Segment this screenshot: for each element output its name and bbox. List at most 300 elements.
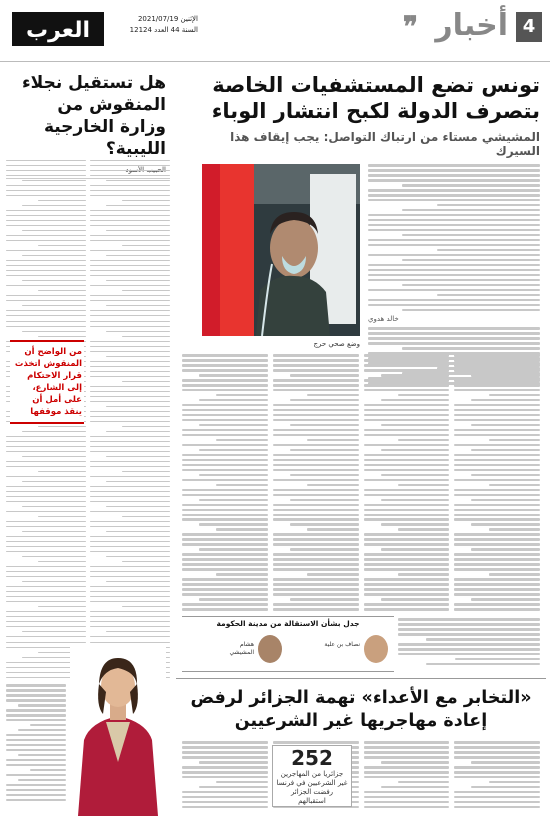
text-line — [90, 521, 170, 522]
text-line — [90, 541, 170, 542]
text-line — [6, 591, 86, 592]
text-line — [426, 638, 540, 641]
text-line — [182, 563, 268, 566]
text-line — [6, 689, 66, 692]
text-line — [364, 404, 450, 407]
text-line — [454, 776, 540, 779]
text-line — [454, 429, 540, 432]
sidebar-column — [90, 160, 170, 680]
text-line — [273, 469, 359, 472]
text-line — [273, 558, 359, 561]
text-line — [381, 474, 450, 477]
stat-number: 252 — [291, 746, 333, 770]
text-line — [437, 294, 540, 297]
text-line — [381, 449, 450, 452]
text-line — [182, 771, 268, 774]
text-line — [273, 419, 359, 422]
text-line — [6, 300, 86, 301]
text-line — [182, 369, 268, 372]
text-line — [368, 337, 540, 340]
text-line — [6, 642, 86, 643]
text-line — [182, 756, 268, 759]
text-line — [216, 439, 267, 442]
text-line — [38, 200, 86, 201]
text-line — [437, 249, 540, 252]
text-line — [6, 235, 86, 236]
text-line — [22, 230, 86, 231]
newspaper-logo: العرب — [12, 12, 104, 46]
text-line — [471, 449, 540, 452]
text-line — [22, 581, 86, 582]
text-line — [182, 791, 268, 794]
info-person-2 — [214, 631, 284, 669]
text-line — [90, 321, 170, 322]
text-line — [6, 616, 86, 617]
text-line — [402, 259, 540, 262]
text-line — [90, 591, 170, 592]
text-line — [90, 416, 170, 417]
text-line — [182, 494, 268, 497]
text-line — [368, 229, 540, 232]
text-line — [90, 636, 170, 637]
text-line — [471, 548, 540, 551]
text-line — [38, 426, 86, 427]
body-column — [182, 354, 268, 614]
text-line — [90, 511, 170, 512]
text-line — [6, 684, 66, 687]
text-line — [364, 741, 450, 744]
text-line — [489, 484, 540, 487]
text-line — [471, 598, 540, 601]
text-line — [307, 528, 358, 531]
text-line — [216, 528, 267, 531]
text-line — [454, 459, 540, 462]
text-line — [273, 459, 359, 462]
text-line — [381, 548, 450, 551]
text-line — [6, 315, 86, 316]
text-line — [368, 332, 540, 335]
text-line — [199, 761, 268, 764]
text-line — [454, 746, 540, 749]
text-line — [307, 484, 358, 487]
text-line — [6, 170, 86, 171]
text-line — [364, 459, 450, 462]
text-line — [454, 533, 540, 536]
text-line — [273, 494, 359, 497]
text-line — [471, 523, 540, 526]
text-line — [364, 578, 450, 581]
text-line — [6, 220, 86, 221]
text-line — [182, 434, 268, 437]
text-line — [90, 170, 170, 171]
text-line — [364, 746, 450, 749]
text-line — [6, 461, 86, 462]
text-line — [6, 626, 86, 627]
text-line — [364, 384, 450, 387]
text-line — [273, 364, 359, 367]
stat-text: جزائريا من المهاجرين غير الشرعيين في فرنسا رفضت الجزائر استقبالهم — [276, 770, 348, 805]
text-line — [199, 548, 268, 551]
text-line — [6, 451, 86, 452]
photo-caption: وضع صحي حرج — [313, 340, 360, 348]
text-line — [398, 643, 540, 646]
text-line — [6, 441, 86, 442]
text-line — [106, 356, 170, 357]
text-line — [454, 434, 540, 437]
text-line — [273, 553, 359, 556]
text-line — [454, 419, 540, 422]
text-line — [6, 694, 66, 697]
body-column — [364, 741, 450, 817]
text-line — [182, 389, 268, 392]
text-line — [90, 536, 170, 537]
text-line — [454, 489, 540, 492]
text-line — [6, 491, 86, 492]
text-line — [6, 190, 86, 191]
text-line — [90, 411, 170, 412]
text-line — [368, 254, 540, 257]
text-line — [106, 556, 170, 557]
text-line — [6, 260, 86, 261]
text-line — [368, 289, 540, 292]
text-line — [364, 504, 450, 507]
text-line — [122, 290, 170, 291]
text-line — [364, 806, 450, 809]
text-line — [18, 729, 66, 732]
text-line — [182, 533, 268, 536]
text-line — [454, 384, 540, 387]
text-line — [6, 160, 86, 161]
text-line — [90, 295, 170, 296]
text-line — [273, 404, 359, 407]
text-line — [90, 371, 170, 372]
text-line — [471, 374, 540, 377]
text-line — [454, 538, 540, 541]
text-line — [290, 399, 359, 402]
text-line — [182, 796, 268, 799]
text-line — [182, 384, 268, 387]
text-line — [273, 464, 359, 467]
sidebar-author: الحبيب الأسود — [6, 166, 170, 179]
text-line — [90, 376, 170, 377]
text-line — [471, 399, 540, 402]
text-line — [90, 596, 170, 597]
dateline — [110, 14, 198, 36]
text-line — [364, 444, 450, 447]
text-line — [90, 361, 170, 362]
text-line — [106, 531, 170, 532]
text-line — [6, 195, 86, 196]
text-line — [90, 250, 170, 251]
text-line — [368, 194, 540, 197]
text-line — [182, 479, 268, 482]
text-line — [364, 429, 450, 432]
text-line — [90, 391, 170, 392]
text-line — [90, 366, 170, 367]
text-line — [106, 631, 170, 632]
intro-text — [368, 164, 540, 311]
text-line — [182, 583, 268, 586]
text-line — [22, 481, 86, 482]
minister-portrait — [70, 644, 166, 816]
text-line — [90, 396, 170, 397]
text-line — [368, 327, 540, 330]
text-line — [489, 528, 540, 531]
masthead — [0, 0, 550, 62]
text-line — [182, 518, 268, 521]
text-line — [454, 583, 540, 586]
intro-author: خالد هدوي — [368, 315, 399, 324]
text-line — [489, 573, 540, 576]
text-line — [381, 399, 450, 402]
text-line — [368, 304, 540, 307]
text-line — [368, 199, 540, 202]
text-line — [454, 504, 540, 507]
text-line — [6, 275, 86, 276]
secondary-story — [176, 678, 546, 816]
text-line — [216, 781, 267, 784]
text-line — [182, 558, 268, 561]
text-line — [364, 801, 450, 804]
text-line — [307, 573, 358, 576]
text-line — [454, 454, 540, 457]
info-box-title: جدل بشأن الاستقالة من مدينة الحكومة — [216, 619, 360, 628]
text-line — [106, 581, 170, 582]
text-line — [364, 791, 450, 794]
text-line — [90, 351, 170, 352]
text-line — [364, 354, 450, 357]
text-line — [364, 766, 450, 769]
text-line — [454, 771, 540, 774]
text-line — [6, 215, 86, 216]
text-line — [22, 180, 86, 181]
text-line — [454, 608, 540, 611]
text-line — [364, 588, 450, 591]
text-line — [90, 190, 170, 191]
text-line — [368, 264, 540, 267]
text-line — [6, 764, 66, 767]
text-line — [182, 504, 268, 507]
text-line — [368, 179, 540, 182]
text-line — [182, 568, 268, 571]
main-story — [176, 68, 546, 816]
text-line — [122, 471, 170, 472]
text-line — [106, 205, 170, 206]
text-line — [398, 653, 540, 656]
text-line — [454, 409, 540, 412]
text-line — [6, 546, 86, 547]
text-line — [6, 321, 86, 322]
text-line — [90, 401, 170, 402]
text-line — [182, 414, 268, 417]
text-line — [182, 419, 268, 422]
text-line — [182, 801, 268, 804]
text-line — [6, 185, 86, 186]
text-line — [122, 200, 170, 201]
text-line — [90, 616, 170, 617]
text-line — [6, 759, 66, 762]
text-line — [6, 774, 66, 777]
text-line — [122, 606, 170, 607]
text-line — [22, 631, 86, 632]
text-line — [22, 205, 86, 206]
text-line — [6, 501, 86, 502]
text-line — [368, 269, 540, 272]
text-line — [6, 571, 86, 572]
text-line — [273, 489, 359, 492]
text-line — [398, 484, 449, 487]
text-line — [273, 568, 359, 571]
text-line — [6, 476, 86, 477]
body-column — [454, 741, 540, 817]
text-line — [364, 533, 450, 536]
text-line — [273, 359, 359, 362]
text-line — [6, 536, 86, 537]
person-1-photo — [364, 635, 388, 663]
text-line — [398, 573, 449, 576]
stat-box — [272, 745, 352, 807]
text-line — [6, 576, 86, 577]
portrait-image — [70, 644, 166, 816]
text-line — [182, 489, 268, 492]
text-line — [106, 255, 170, 256]
text-line — [398, 633, 540, 636]
text-line — [364, 558, 450, 561]
text-line — [199, 399, 268, 402]
text-line — [398, 628, 540, 631]
text-line — [6, 744, 66, 747]
text-line — [402, 347, 540, 350]
text-line — [454, 806, 540, 809]
text-line — [273, 509, 359, 512]
text-line — [364, 538, 450, 541]
text-line — [290, 598, 359, 601]
text-line — [90, 566, 170, 567]
person-2-label: هشام المشيشي — [229, 641, 254, 656]
text-line — [30, 769, 66, 772]
text-line — [273, 454, 359, 457]
text-line — [106, 331, 170, 332]
text-line — [290, 374, 359, 377]
text-line — [364, 553, 450, 556]
text-line — [368, 189, 540, 192]
text-line — [290, 548, 359, 551]
text-line — [199, 598, 268, 601]
text-line — [6, 709, 66, 712]
main-subhead: المشيشي مستاء من ارتباك التواصل: يجب إيقاف هذا السيرك — [230, 130, 540, 158]
text-line — [273, 603, 359, 606]
text-line — [90, 215, 170, 216]
text-line — [216, 484, 267, 487]
text-line — [90, 185, 170, 186]
text-line — [364, 434, 450, 437]
text-line — [6, 621, 86, 622]
text-line — [90, 501, 170, 502]
text-line — [18, 704, 66, 707]
text-line — [6, 496, 86, 497]
text-line — [364, 479, 450, 482]
text-line — [182, 469, 268, 472]
text-line — [368, 164, 540, 167]
text-line — [6, 699, 66, 702]
text-line — [398, 648, 540, 651]
text-line — [368, 224, 540, 227]
text-line — [90, 496, 170, 497]
text-line — [18, 779, 66, 782]
text-line — [364, 469, 450, 472]
officials-info-box — [182, 616, 394, 672]
text-line — [182, 578, 268, 581]
text-line — [426, 663, 540, 666]
text-line — [90, 195, 170, 196]
text-line — [182, 766, 268, 769]
text-line — [6, 466, 86, 467]
text-line — [455, 658, 540, 661]
text-line — [199, 374, 268, 377]
text-line — [290, 523, 359, 526]
text-line — [90, 476, 170, 477]
text-line — [273, 741, 359, 744]
text-line — [90, 285, 170, 286]
text-line — [38, 471, 86, 472]
text-line — [273, 369, 359, 372]
text-line — [290, 424, 359, 427]
text-line — [364, 509, 450, 512]
text-line — [90, 626, 170, 627]
text-line — [368, 239, 540, 242]
text-line — [90, 546, 170, 547]
sidebar-title: هل تستقيل نجلاء المنقوش من وزارة الخارجية الليبية؟ — [21, 73, 166, 159]
text-line — [273, 354, 359, 357]
text-line — [90, 486, 170, 487]
text-line — [273, 504, 359, 507]
text-line — [90, 275, 170, 276]
text-line — [273, 588, 359, 591]
text-line — [90, 165, 170, 166]
text-line — [182, 354, 268, 357]
text-line — [454, 389, 540, 392]
text-line — [6, 799, 66, 802]
text-line — [90, 240, 170, 241]
text-line — [6, 285, 86, 286]
text-line — [364, 359, 450, 362]
text-line — [90, 346, 170, 347]
text-line — [30, 724, 66, 727]
text-line — [273, 593, 359, 596]
text-line — [6, 240, 86, 241]
text-line — [454, 444, 540, 447]
text-line — [273, 479, 359, 482]
text-line — [106, 456, 170, 457]
text-line — [454, 354, 540, 357]
body-text-tail — [398, 618, 540, 668]
text-line — [454, 369, 540, 372]
text-line — [454, 603, 540, 606]
text-line — [90, 526, 170, 527]
text-line — [381, 499, 450, 502]
text-line — [364, 776, 450, 779]
text-line — [6, 784, 66, 787]
text-line — [182, 588, 268, 591]
text-line — [273, 429, 359, 432]
text-line — [273, 608, 359, 611]
text-line — [182, 741, 268, 744]
text-line — [489, 394, 540, 397]
text-line — [381, 761, 450, 764]
text-line — [364, 414, 450, 417]
text-line — [22, 556, 86, 557]
text-line — [454, 568, 540, 571]
